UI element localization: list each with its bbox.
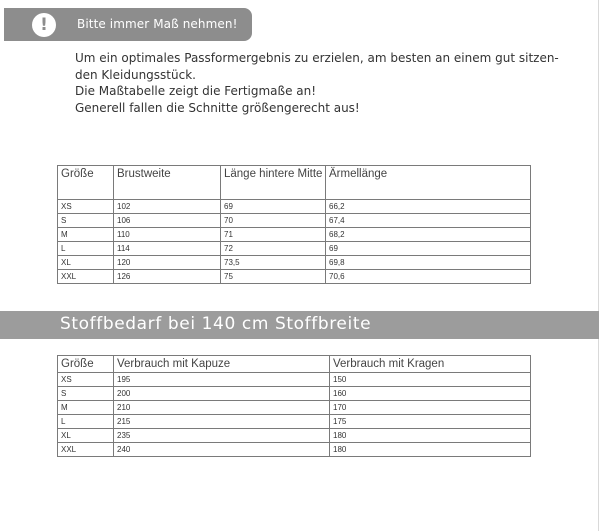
table-cell: 235 — [114, 429, 330, 443]
table-cell: L — [58, 415, 114, 429]
column-header: Brustweite — [114, 166, 221, 200]
intro-line: Die Maßtabelle zeigt die Fertigmaße an! — [75, 84, 317, 98]
table-cell: 69 — [221, 200, 326, 214]
intro-line: Generell fallen die Schnitte größengerecht aus! — [75, 100, 360, 115]
table-cell: XS — [58, 373, 114, 387]
table-cell: 66,2 — [326, 200, 531, 214]
table-cell: 126 — [114, 270, 221, 284]
table-cell: 70,6 — [326, 270, 531, 284]
table-cell: 69 — [326, 242, 531, 256]
table-cell: 68,2 — [326, 228, 531, 242]
intro-line: Um ein optimales Passformergebnis zu erzielen, am besten an einem gut sitzen- — [75, 51, 559, 65]
column-header: Größe — [58, 356, 114, 373]
column-header: Ärmellänge — [326, 166, 531, 200]
table-header-row — [58, 166, 531, 200]
table-cell: 210 — [114, 401, 330, 415]
table-cell: 180 — [330, 429, 531, 443]
table-cell: 73,5 — [221, 256, 326, 270]
intro-line: den Kleidungsstück. — [75, 67, 196, 82]
table-cell: XS — [58, 200, 114, 214]
table-cell: XXL — [58, 270, 114, 284]
table-row — [58, 401, 531, 415]
intro-paragraph — [75, 50, 559, 116]
table-cell: 70 — [221, 214, 326, 228]
table-cell: 150 — [330, 373, 531, 387]
table-row — [58, 200, 531, 214]
section-bar — [0, 311, 599, 339]
column-header: Verbrauch mit Kragen — [330, 356, 531, 373]
table-header-row — [58, 356, 531, 373]
table-cell: 180 — [330, 443, 531, 457]
table-row — [58, 228, 531, 242]
table-cell: XXL — [58, 443, 114, 457]
table-cell: S — [58, 387, 114, 401]
table-row — [58, 429, 531, 443]
table-cell: 110 — [114, 228, 221, 242]
table-row — [58, 373, 531, 387]
table-cell: 160 — [330, 387, 531, 401]
table-cell: 106 — [114, 214, 221, 228]
table-cell: 71 — [221, 228, 326, 242]
table-cell: 215 — [114, 415, 330, 429]
table-cell: M — [58, 228, 114, 242]
table-row — [58, 415, 531, 429]
table-row — [58, 443, 531, 457]
table-row — [58, 387, 531, 401]
table-cell: 170 — [330, 401, 531, 415]
table-cell: 120 — [114, 256, 221, 270]
column-header: Verbrauch mit Kapuze — [114, 356, 330, 373]
table-cell: XL — [58, 429, 114, 443]
table-cell: L — [58, 242, 114, 256]
table-cell: 75 — [221, 270, 326, 284]
table-cell: M — [58, 401, 114, 415]
table-cell: 175 — [330, 415, 531, 429]
table-cell: 69,8 — [326, 256, 531, 270]
column-header: Größe — [58, 166, 114, 200]
table-cell: XL — [58, 256, 114, 270]
section-title: Stoffbedarf bei 140 cm Stoffbreite — [60, 314, 372, 334]
notice-text: Bitte immer Maß nehmen! — [77, 17, 238, 31]
table-cell: 195 — [114, 373, 330, 387]
notice-banner — [4, 8, 252, 41]
table-cell: 114 — [114, 242, 221, 256]
table-row — [58, 214, 531, 228]
size-table — [57, 165, 531, 284]
table-row — [58, 242, 531, 256]
table-cell: 240 — [114, 443, 330, 457]
table-cell: 72 — [221, 242, 326, 256]
table-cell: 67,4 — [326, 214, 531, 228]
exclamation-icon: ! — [32, 13, 56, 37]
table-cell: 200 — [114, 387, 330, 401]
fabric-table — [57, 355, 531, 457]
table-row — [58, 270, 531, 284]
table-row — [58, 256, 531, 270]
table-cell: 102 — [114, 200, 221, 214]
column-header: Länge hintere Mitte — [221, 166, 326, 200]
table-cell: S — [58, 214, 114, 228]
